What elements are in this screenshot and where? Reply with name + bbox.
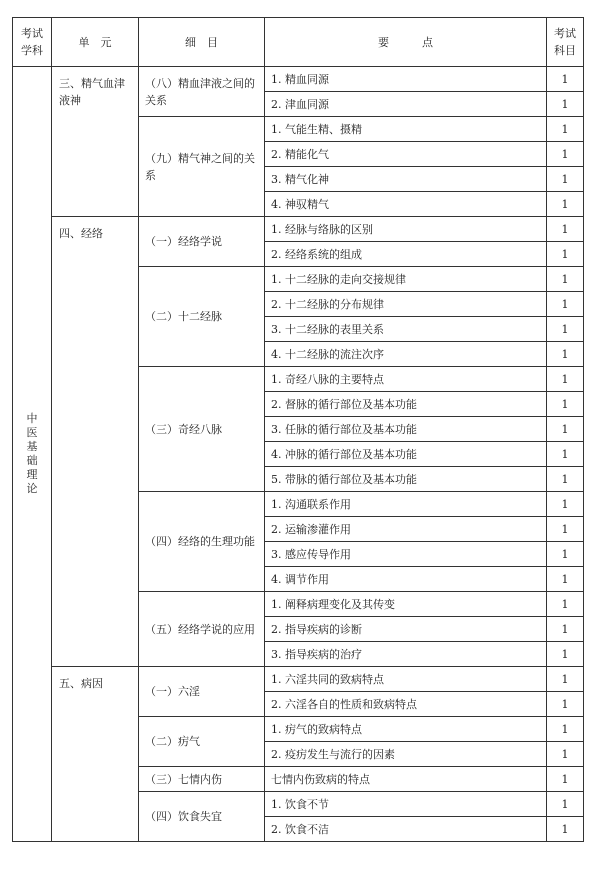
unit-cell: 五、病因 [52,667,139,842]
detail-cell: （二）十二经脉 [139,267,265,367]
subject-label: 中医基础理论 [26,412,38,495]
header-subject-line2: 学科 [21,44,43,57]
count-cell: 1 [547,92,584,117]
detail-cell: （三）七情内伤 [139,767,265,792]
count-cell: 1 [547,292,584,317]
point-cell: 2. 经络系统的组成 [265,242,547,267]
subject-cell [13,67,52,842]
point-cell: 1. 阐释病理变化及其传变 [265,592,547,617]
count-cell: 1 [547,492,584,517]
point-cell: 2. 津血同源 [265,92,547,117]
count-cell: 1 [547,192,584,217]
count-cell: 1 [547,367,584,392]
header-count-line2: 科目 [554,44,576,57]
point-cell: 七情内伤致病的特点 [265,767,547,792]
count-cell: 1 [547,267,584,292]
count-cell: 1 [547,792,584,817]
unit-cell: 四、经络 [52,217,139,667]
header-point-label: 要 点 [378,35,433,49]
point-cell: 1. 奇经八脉的主要特点 [265,367,547,392]
detail-cell: （二）疠气 [139,717,265,767]
point-cell: 1. 六淫共同的致病特点 [265,667,547,692]
point-cell: 2. 运输渗灌作用 [265,517,547,542]
count-cell: 1 [547,592,584,617]
count-cell: 1 [547,217,584,242]
point-cell: 1. 经脉与络脉的区别 [265,217,547,242]
syllabus-table [12,17,584,842]
point-cell: 4. 神驭精气 [265,192,547,217]
point-cell: 2. 疫疠发生与流行的因素 [265,742,547,767]
count-cell: 1 [547,67,584,92]
header-row [13,18,584,67]
count-cell: 1 [547,117,584,142]
point-cell: 4. 调节作用 [265,567,547,592]
count-cell: 1 [547,517,584,542]
count-cell: 1 [547,717,584,742]
detail-cell: （一）六淫 [139,667,265,717]
point-cell: 2. 六淫各自的性质和致病特点 [265,692,547,717]
header-unit-label: 单 元 [78,35,112,49]
detail-cell: （八）精血津液之间的关系 [139,67,265,117]
count-cell: 1 [547,667,584,692]
point-cell: 3. 指导疾病的治疗 [265,642,547,667]
point-cell: 1. 十二经脉的走向交接规律 [265,267,547,292]
point-cell: 3. 任脉的循行部位及基本功能 [265,417,547,442]
point-cell: 2. 指导疾病的诊断 [265,617,547,642]
count-cell: 1 [547,817,584,842]
count-cell: 1 [547,642,584,667]
unit-cell: 三、精气血津液神 [52,67,139,217]
header-count-line1: 考试 [554,27,576,40]
point-cell: 1. 饮食不节 [265,792,547,817]
point-cell: 5. 带脉的循行部位及基本功能 [265,467,547,492]
point-cell: 2. 精能化气 [265,142,547,167]
count-cell: 1 [547,392,584,417]
point-cell: 1. 气能生精、摄精 [265,117,547,142]
point-cell: 1. 沟通联系作用 [265,492,547,517]
header-count [547,18,584,67]
point-cell: 3. 精气化神 [265,167,547,192]
point-cell: 2. 十二经脉的分布规律 [265,292,547,317]
count-cell: 1 [547,242,584,267]
detail-cell: （四）饮食失宜 [139,792,265,842]
point-cell: 2. 饮食不洁 [265,817,547,842]
header-subject [13,18,52,67]
header-detail-label: 细 目 [185,35,218,49]
point-cell: 1. 精血同源 [265,67,547,92]
header-detail [139,18,265,67]
table-body [13,67,584,842]
table-row [13,667,584,692]
detail-cell: （五）经络学说的应用 [139,592,265,667]
table-row [13,217,584,242]
count-cell: 1 [547,767,584,792]
detail-cell: （九）精气神之间的关系 [139,117,265,217]
detail-cell: （一）经络学说 [139,217,265,267]
count-cell: 1 [547,567,584,592]
header-point [265,18,547,67]
table-row [13,67,584,92]
count-cell: 1 [547,467,584,492]
count-cell: 1 [547,542,584,567]
point-cell: 3. 十二经脉的表里关系 [265,317,547,342]
point-cell: 2. 督脉的循行部位及基本功能 [265,392,547,417]
detail-cell: （四）经络的生理功能 [139,492,265,592]
point-cell: 4. 十二经脉的流注次序 [265,342,547,367]
count-cell: 1 [547,692,584,717]
header-subject-line1: 考试 [21,27,43,40]
point-cell: 1. 疠气的致病特点 [265,717,547,742]
point-cell: 4. 冲脉的循行部位及基本功能 [265,442,547,467]
count-cell: 1 [547,617,584,642]
count-cell: 1 [547,742,584,767]
count-cell: 1 [547,417,584,442]
count-cell: 1 [547,142,584,167]
count-cell: 1 [547,342,584,367]
detail-cell: （三）奇经八脉 [139,367,265,492]
count-cell: 1 [547,167,584,192]
point-cell: 3. 感应传导作用 [265,542,547,567]
count-cell: 1 [547,442,584,467]
count-cell: 1 [547,317,584,342]
header-unit [52,18,139,67]
